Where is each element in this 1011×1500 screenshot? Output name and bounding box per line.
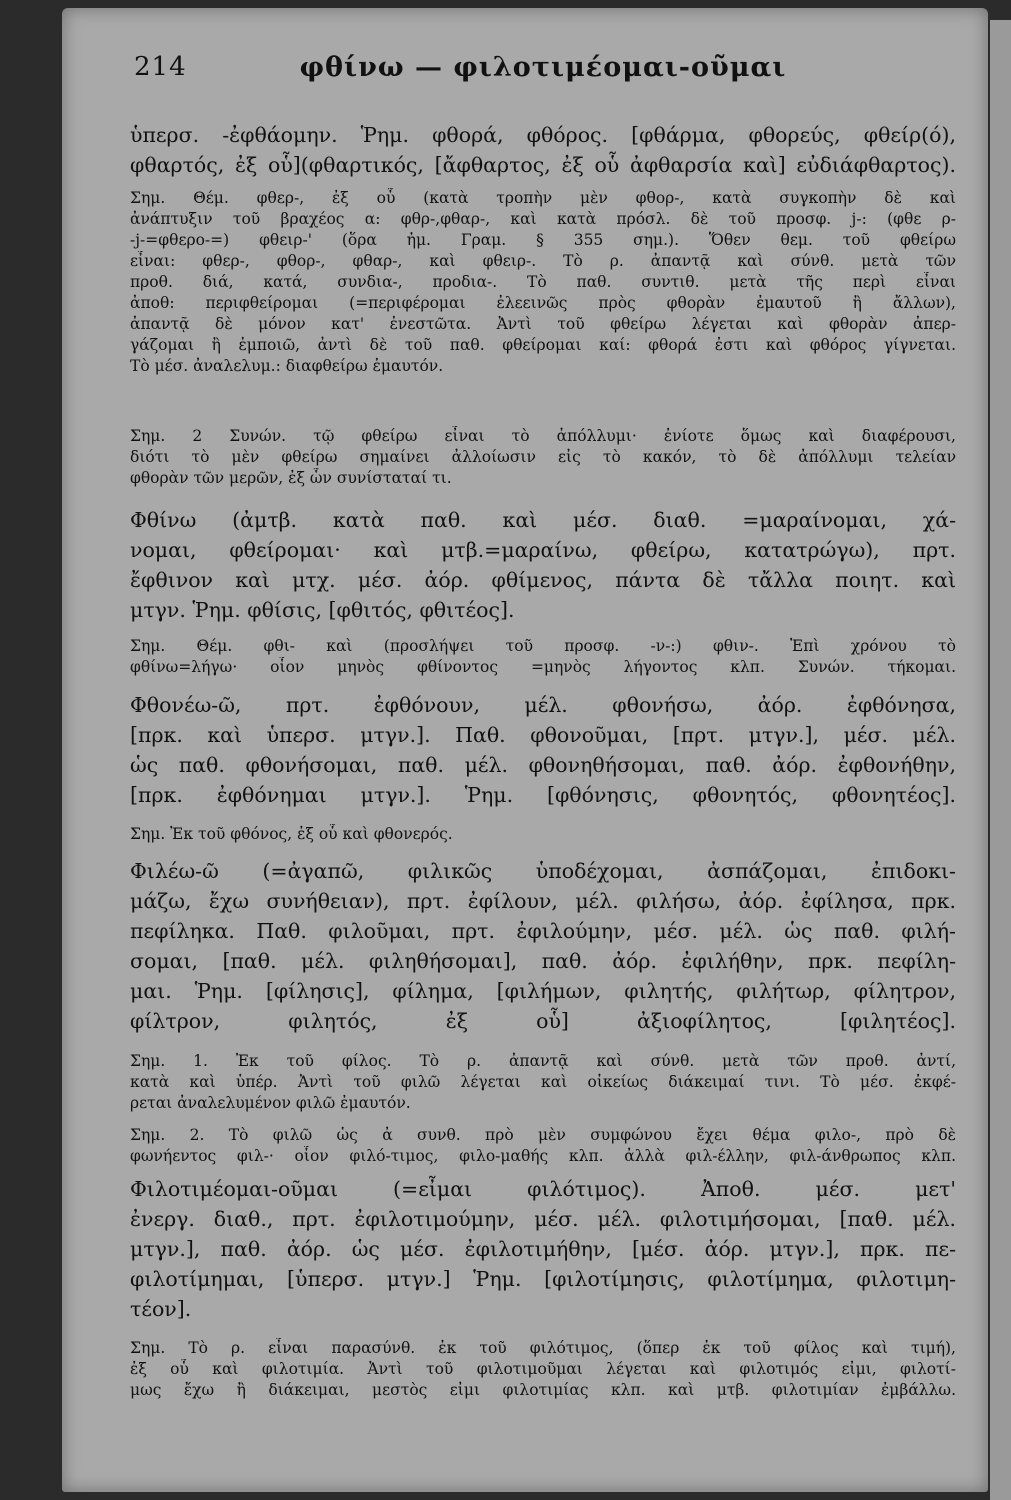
text-line: ὡς παθ. φθονήσομαι, παθ. μέλ. φθονηθήσομαι, παθ. ἀόρ. ἐφθονήθην, xyxy=(130,753,956,777)
text-line: μτγν. Ῥημ. φθίσις, [φθιτός, φθιτέος]. xyxy=(130,598,515,622)
text-line: φθαρτός, ἐξ οὗ](φθαρτικός, [ἄφθαρτος, ἐξ οὗ ἀφθαρσία καὶ] εὐδιάφθαρτος). xyxy=(130,153,956,177)
next-page-edge xyxy=(990,20,1011,1500)
text-line: ἀνάπτυξιν τοῦ βραχέος α: φθρ-,φθαρ-, καὶ κατὰ πρόσλ. δὲ τοῦ προσφ. j-: (φθε ρ- xyxy=(130,210,956,228)
text-line: τέον]. xyxy=(130,1297,192,1321)
page-body xyxy=(78,8,968,1492)
text-line: -j-=φθερο-=) φθειρ-' (ὅρα ἠμ. Γραμ. § 355 σημ.). Ὅθεν θεμ. τοῦ φθείρω xyxy=(130,231,956,249)
note-paragraph xyxy=(130,188,956,377)
text-line: Σημ. 2. Τὸ φιλῶ ὡς ἀ συνθ. πρὸ μὲν συμφώνου ἔχει θέμα φιλο-, πρὸ δὲ xyxy=(130,1126,956,1144)
text-line: φωνήεντος φιλ-· οἷον φιλό-τιμος, φιλο-μαθής κλπ. ἀλλὰ φιλ-έλλην, φιλ-άνθρωπος κλπ. xyxy=(130,1147,956,1165)
text-line: Τὸ μέσ. ἀναλελυμ.: διαφθείρω ἐμαυτόν. xyxy=(130,357,444,375)
text-line: Σημ. Θέμ. φθερ-, ἐξ οὗ (κατὰ τροπὴν μὲν φθορ-, κατὰ συγκοπὴν δὲ καὶ xyxy=(130,189,956,207)
text-line: ἀποθ: περιφθείρομαι (=περιφέρομαι ἐλεεινῶς πρὸς φθορὰν ἐμαυτοῦ ἢ ἄλλων), xyxy=(130,294,956,312)
text-line: Σημ. Τὸ ρ. εἶναι παρασύνθ. ἐκ τοῦ φιλότιμος, (ὅπερ ἐκ τοῦ φίλος καὶ τιμή), xyxy=(130,1339,956,1357)
note-paragraph xyxy=(130,1338,956,1401)
text-line: [πρκ. καὶ ὑπερσ. μτγν.]. Παθ. φθονοῦμαι, [πρτ. μτγν.], μέσ. μέλ. xyxy=(130,723,956,747)
text-line: πεφίληκα. Παθ. φιλοῦμαι, πρτ. ἐφιλούμην, μέσ. μέλ. ὡς παθ. φιλή- xyxy=(130,919,956,943)
note-paragraph xyxy=(130,1125,956,1167)
text-line: νομαι, φθείρομαι· καὶ μτβ.=μαραίνω, φθείρω, κατατρώγω), πρτ. xyxy=(130,538,956,562)
entry-paragraph xyxy=(130,856,956,1036)
entry-paragraph xyxy=(130,120,956,180)
text-line: Σημ. 1. Ἐκ τοῦ φίλος. Τὸ ρ. ἀπαντᾷ καὶ σύνθ. μετὰ τῶν προθ. ἀντί, xyxy=(130,1052,956,1070)
entry-paragraph xyxy=(130,505,956,625)
text-line: φθορὰν τῶν μερῶν, ἐξ ὧν συνίσταταί τι. xyxy=(130,469,452,487)
note-paragraph xyxy=(130,824,956,845)
text-line: διότι τὸ μὲν φθείρω σημαίνει ἀλλοίωσιν εἰς τὸ κακόν, τὸ δὲ ἀπόλλυμι τελείαν xyxy=(130,448,956,466)
text-line: μτγν.], παθ. ἀόρ. ὡς μέσ. ἐφιλοτιμήθην, [μέσ. ἀόρ. μτγν.], πρκ. πε- xyxy=(130,1237,956,1261)
text-line: ρεται ἀναλελυμένον φιλῶ ἐμαυτόν. xyxy=(130,1094,411,1112)
text-line: ἐξ οὗ καὶ φιλοτιμία. Ἀντὶ τοῦ φιλοτιμοῦμαι λέγεται καὶ φιλοτιμός εἰμι, φιλοτί- xyxy=(130,1360,956,1378)
text-line: φθίνω=λήγω· οἷον μηνὸς φθίνοντος =μηνὸς λήγοντος κλπ. Συνών. τήκομαι. xyxy=(130,658,956,676)
page-header xyxy=(78,52,968,92)
text-line: μαι. Ῥημ. [φίλησις], φίλημα, [φιλήμων, φιλητής, φιλήτωρ, φίλητρον, xyxy=(130,979,956,1003)
text-line: Φιλέω-ῶ (=ἀγαπῶ, φιλικῶς ὑποδέχομαι, ἀσπάζομαι, ἐπιδοκι- xyxy=(130,859,956,883)
entry-paragraph xyxy=(130,690,956,810)
text-line: Φθίνω (ἀμτβ. κατὰ παθ. καὶ μέσ. διαθ. =μαραίνομαι, χά- xyxy=(130,508,956,532)
text-line: [πρκ. ἐφθόνημαι μτγν.]. Ῥημ. [φθόνησις, φθονητός, φθονητέος]. xyxy=(130,783,956,807)
note-paragraph xyxy=(130,1051,956,1114)
note-paragraph xyxy=(130,426,956,489)
text-line: Σημ. 2 Συνών. τῷ φθείρω εἶναι τὸ ἀπόλλυμι· ἐνίοτε ὅμως καὶ διαφέρουσι, xyxy=(130,427,956,445)
text-line: ἔφθινον καὶ μτχ. μέσ. ἀόρ. φθίμενος, πάντα δὲ τἄλλα ποιητ. καὶ xyxy=(130,568,956,592)
running-head: φθίνω — φιλοτιμέομαι-οῦμαι xyxy=(299,52,787,83)
text-line: προθ. διά, κατά, συνδια-, προδια-. Τὸ παθ. συντιθ. μετὰ τῆς περὶ εἶναι xyxy=(130,273,956,291)
book-page xyxy=(62,8,988,1492)
entry-paragraph xyxy=(130,1174,956,1324)
text-line: Φιλοτιμέομαι-οῦμαι (=εἶμαι φιλότιμος). Ἀποθ. μέσ. μετ' xyxy=(130,1177,956,1201)
text-line: ἐνεργ. διαθ., πρτ. ἐφιλοτιμούμην, μέσ. μέλ. φιλοτιμήσομαι, [παθ. μέλ. xyxy=(130,1207,956,1231)
text-line: ἀπαντᾷ δὲ μόνον κατ' ἐνεστῶτα. Ἀντὶ τοῦ φθείρω λέγεται καὶ φθορὰν ἀπερ- xyxy=(130,315,956,333)
text-line: φιλοτίμημαι, [ὑπερσ. μτγν.] Ῥημ. [φιλοτίμησις, φιλοτίμημα, φιλοτιμη- xyxy=(130,1267,956,1291)
text-line: μάζω, ἔχω συνήθειαν), πρτ. ἐφίλουν, μέλ. φιλήσω, ἀόρ. ἐφίλησα, πρκ. xyxy=(130,889,956,913)
text-line: κατὰ καὶ ὑπέρ. Ἀντὶ τοῦ φιλῶ λέγεται καὶ οἰκείως διάκειμαί τινι. Τὸ μέσ. ἐκφέ- xyxy=(130,1073,956,1091)
text-line: Σημ. Θέμ. φθι- καὶ (προσλήψει τοῦ προσφ. -ν-:) φθιν-. Ἐπὶ χρόνου τὸ xyxy=(130,637,956,655)
text-line: ὑπερσ. -ἐφθάομην. Ῥημ. φθορά, φθόρος. [φθάρμα, φθορεύς, φθείρ(ό), xyxy=(130,123,956,147)
note-paragraph xyxy=(130,636,956,678)
text-line: Φθονέω-ῶ, πρτ. ἐφθόνουν, μέλ. φθονήσω, ἀόρ. ἐφθόνησα, xyxy=(130,693,956,717)
text-line: γάζομαι ἢ ἐμποιῶ, ἀντὶ δὲ τοῦ παθ. φθείρομαι καί: φθορά ἐστι καὶ φθόρος γίγνεται. xyxy=(130,336,956,354)
text-line: Σημ. Ἐκ τοῦ φθόνος, ἐξ οὗ καὶ φθονερός. xyxy=(130,825,453,843)
text-line: σομαι, [παθ. μέλ. φιληθήσομαι], παθ. ἀόρ. ἐφιλήθην, πρκ. πεφίλη- xyxy=(130,949,956,973)
text-line: φίλτρον, φιλητός, ἐξ οὗ] ἀξιοφίλητος, [φιλητέος]. xyxy=(130,1009,956,1033)
text-line: εἶναι: φθερ-, φθορ-, φθαρ-, καὶ φθειρ-. Τὸ ρ. ἀπαντᾷ καὶ σύνθ. μετὰ τῶν xyxy=(130,252,956,270)
text-line: μως ἔχω ἢ διάκειμαι, μεστὸς εἰμι φιλοτιμίας κλπ. καὶ μτβ. φιλοτιμίαν ἐμβάλλω. xyxy=(130,1381,956,1399)
page-number: 214 xyxy=(134,52,187,82)
